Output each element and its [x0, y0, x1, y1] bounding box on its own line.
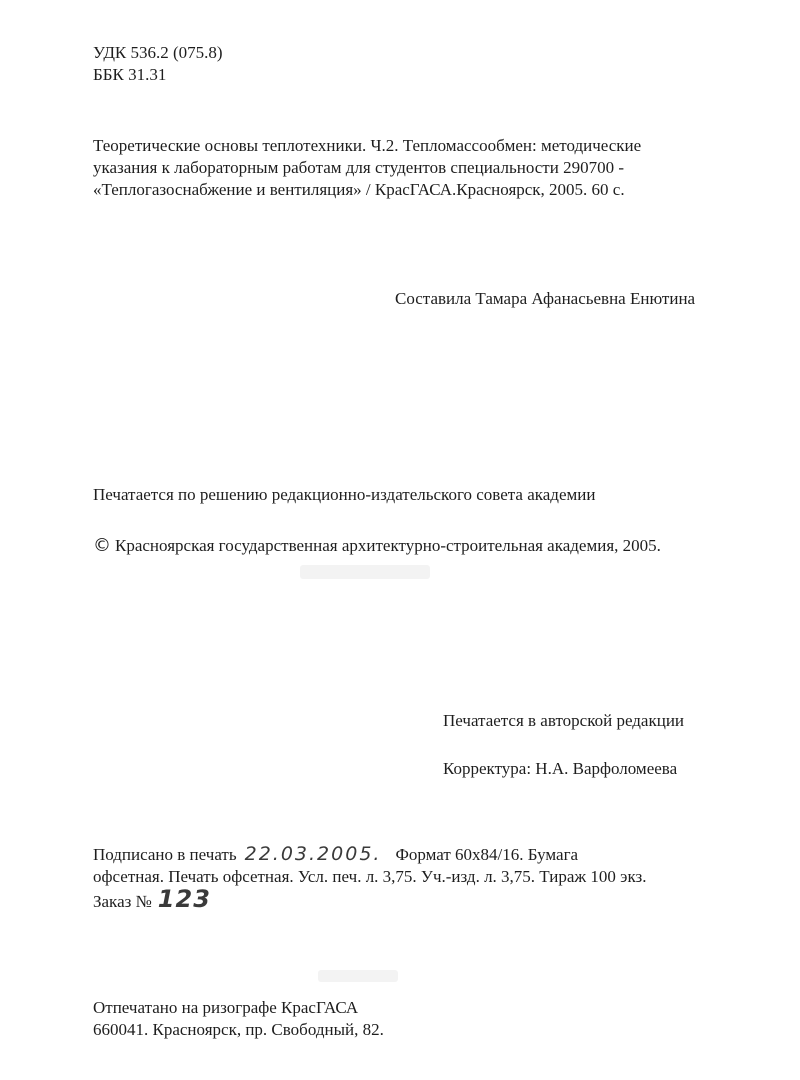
compiler-credit	[395, 288, 695, 310]
format-text: Формат 60x84/16. Бумага	[395, 845, 579, 864]
bibliographic-description	[93, 135, 641, 201]
signed-label: Подписано в печать	[93, 845, 237, 864]
imprint-line-3	[93, 885, 646, 913]
handwritten-order-number: 123	[157, 885, 211, 913]
copyright-notice	[93, 535, 661, 557]
scan-artifact	[318, 970, 398, 982]
edition-note	[443, 710, 684, 732]
classification-codes	[93, 42, 223, 86]
compiler-text: Составила Тамара Афанасьевна Енютина	[395, 289, 696, 308]
edition-text: Печатается в авторской редакции	[443, 711, 685, 730]
order-label: Заказ №	[93, 892, 152, 911]
proofreading-credit	[443, 758, 677, 780]
scan-artifact	[300, 565, 430, 579]
imprint-block	[93, 843, 646, 913]
biblio-line: «Теплогазоснабжение и вентиляция» / КрасГАСА.Красноярск, 2005. 60 с.	[93, 180, 625, 199]
decision-text: Печатается по решению редакционно-издательского совета академии	[93, 485, 596, 504]
proofreading-text: Корректура: Н.А. Варфоломеева	[443, 759, 678, 778]
copyright-icon: ©	[93, 535, 111, 556]
publication-decision	[93, 484, 595, 506]
printing-info	[93, 997, 384, 1041]
bbk-code: ББК 31.31	[93, 65, 167, 84]
biblio-line: Теоретические основы теплотехники. Ч.2. Тепломассообмен: методические	[93, 136, 642, 155]
printed-line-2: 660041. Красноярск, пр. Свободный, 82.	[93, 1020, 384, 1039]
udk-code: УДК 536.2 (075.8)	[93, 43, 223, 62]
biblio-line: указания к лабораторным работам для студентов специальности 290700 -	[93, 158, 624, 177]
imprint-line-2: офсетная. Печать офсетная. Усл. печ. л. 3,75. Уч.-изд. л. 3,75. Тираж 100 экз.	[93, 867, 647, 886]
printed-line-1: Отпечатано на ризографе КрасГАСА	[93, 998, 359, 1017]
copyright-text: Красноярская государственная архитектурно-строительная академия, 2005.	[115, 536, 661, 555]
imprint-line-1	[93, 843, 646, 866]
handwritten-date: 22.03.2005.	[244, 843, 382, 865]
